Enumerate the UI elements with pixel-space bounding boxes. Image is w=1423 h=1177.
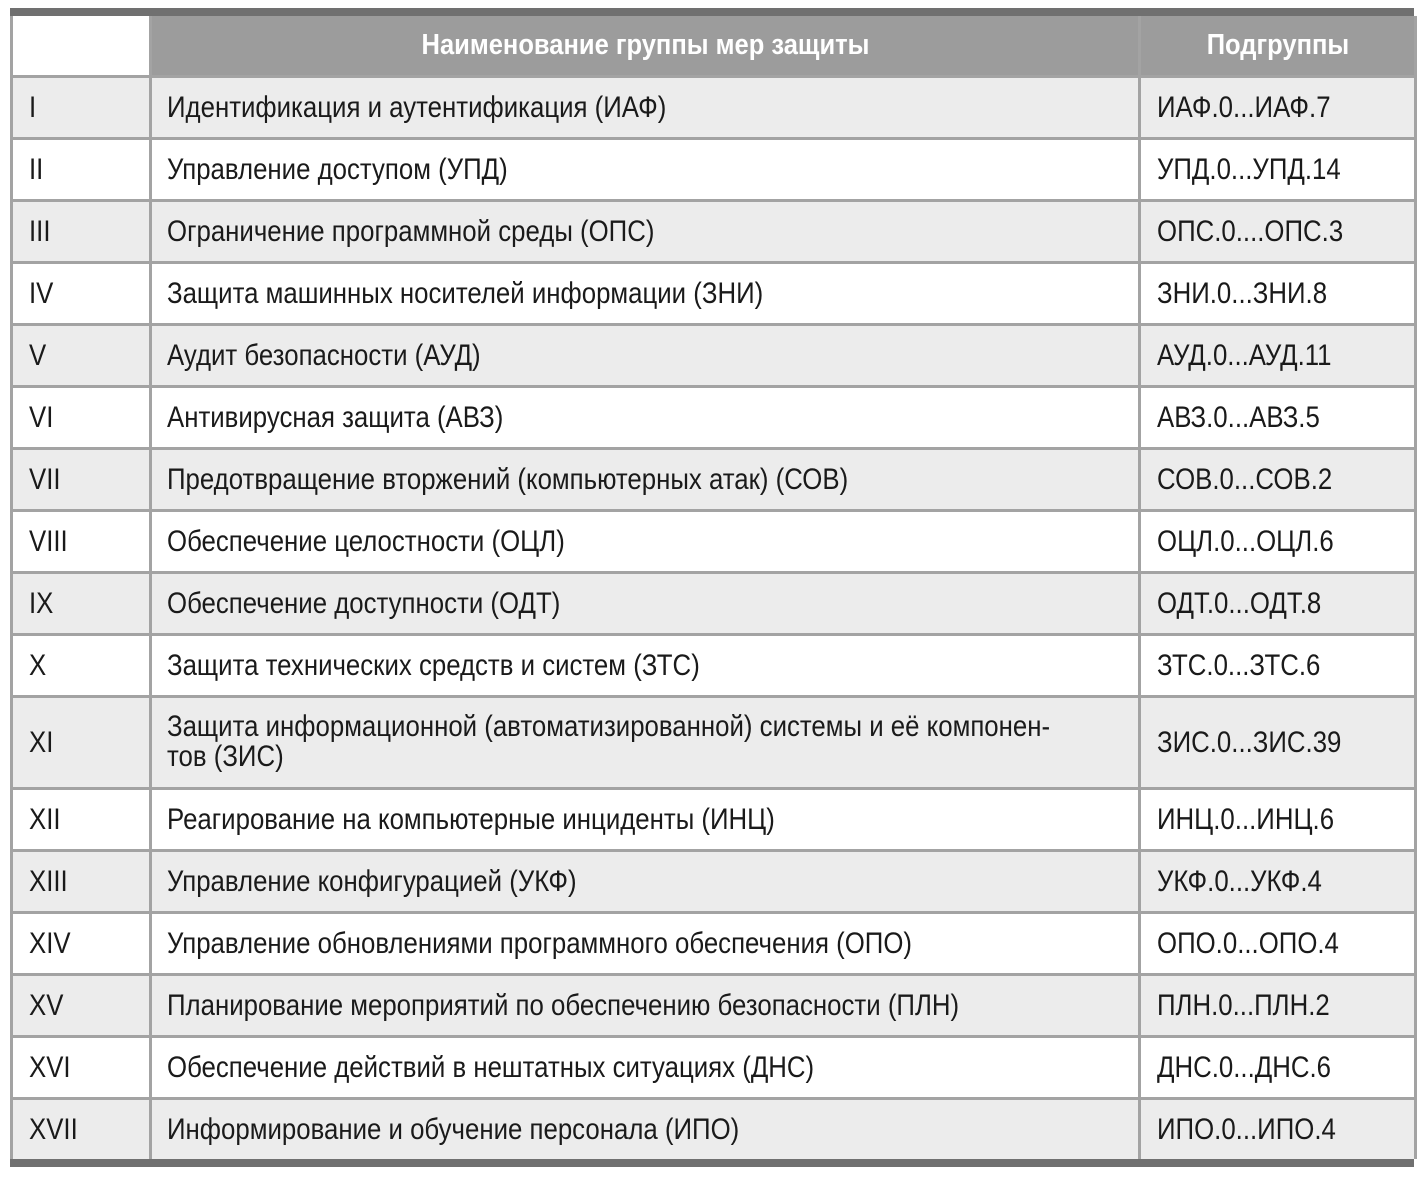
row-subgroups-cell: [1140, 325, 1416, 387]
row-subgroups: СОВ.0...СОВ.2: [1157, 462, 1333, 496]
row-subgroups-cell: [1140, 635, 1416, 697]
row-subgroups-cell: [1140, 139, 1416, 201]
header-subgroups-label: Подгруппы: [1206, 29, 1349, 61]
row-number-cell: [12, 913, 151, 975]
row-number-cell: [12, 573, 151, 635]
row-subgroups: ОПС.0....ОПС.3: [1157, 214, 1344, 248]
row-name: Защита машинных носителей информации (ЗНИ): [167, 276, 764, 310]
row-subgroups-cell: [1140, 387, 1416, 449]
row-number: X: [29, 648, 47, 682]
row-name: Обеспечение доступности (ОДТ): [167, 586, 561, 620]
header-index-cell: [12, 16, 151, 77]
table-header-row: [12, 16, 1416, 77]
row-number-cell: [12, 789, 151, 851]
row-name: Управление доступом (УПД): [167, 152, 508, 186]
table-top-rule: [10, 8, 1414, 16]
row-subgroups: ИПО.0...ИПО.4: [1157, 1112, 1336, 1146]
table-row: [12, 325, 1416, 387]
row-name-cell: [151, 201, 1140, 263]
table-row: [12, 201, 1416, 263]
row-name: Предотвращение вторжений (компьютерных атак) (СОВ): [167, 462, 849, 496]
row-number-cell: [12, 263, 151, 325]
row-name-cell: [151, 511, 1140, 573]
row-subgroups-cell: [1140, 1099, 1416, 1160]
table-row: [12, 975, 1416, 1037]
row-subgroups: ОДТ.0...ОДТ.8: [1157, 586, 1322, 620]
row-subgroups: ЗИС.0...ЗИС.39: [1157, 725, 1342, 759]
row-name: [167, 709, 1051, 773]
row-number-cell: [12, 77, 151, 139]
table-row: [12, 449, 1416, 511]
row-subgroups-cell: [1140, 511, 1416, 573]
row-subgroups-cell: [1140, 573, 1416, 635]
header-subgroups-cell: [1140, 16, 1416, 77]
row-name-line-2: тов (ЗИС): [167, 739, 284, 773]
row-number: II: [29, 152, 44, 186]
row-name: Защита технических средств и систем (ЗТС): [167, 648, 700, 682]
row-name: Реагирование на компьютерные инциденты (ИНЦ): [167, 802, 775, 836]
row-number: VIII: [29, 524, 68, 558]
row-name-cell: [151, 325, 1140, 387]
row-name: Идентификация и аутентификация (ИАФ): [167, 90, 667, 124]
row-subgroups: УКФ.0...УКФ.4: [1157, 864, 1322, 898]
row-number: III: [29, 214, 51, 248]
measures-table-grid: [10, 16, 1417, 1159]
row-name: Планирование мероприятий по обеспечению безопасности (ПЛН): [167, 988, 960, 1022]
table-row: [12, 635, 1416, 697]
row-number: XIII: [29, 864, 68, 898]
row-name: Антивирусная защита (АВЗ): [167, 400, 504, 434]
row-name-cell: [151, 635, 1140, 697]
row-name-cell: [151, 789, 1140, 851]
row-name-cell: [151, 975, 1140, 1037]
row-name-cell: [151, 139, 1140, 201]
row-name-cell: [151, 263, 1140, 325]
row-subgroups-cell: [1140, 913, 1416, 975]
row-number-cell: [12, 387, 151, 449]
row-subgroups-cell: [1140, 449, 1416, 511]
row-number-cell: [12, 851, 151, 913]
row-number: XVII: [29, 1112, 78, 1146]
row-subgroups: ИНЦ.0...ИНЦ.6: [1157, 802, 1335, 836]
row-subgroups-cell: [1140, 789, 1416, 851]
row-number: XV: [29, 988, 64, 1022]
row-name: Обеспечение целостности (ОЦЛ): [167, 524, 565, 558]
row-name: Обеспечение действий в нештатных ситуациях (ДНС): [167, 1050, 815, 1084]
table-row: [12, 139, 1416, 201]
row-number-cell: [12, 1037, 151, 1099]
row-subgroups-cell: [1140, 697, 1416, 789]
row-subgroups-cell: [1140, 201, 1416, 263]
row-subgroups-cell: [1140, 1037, 1416, 1099]
table-row: [12, 789, 1416, 851]
row-name-cell: [151, 697, 1140, 789]
row-number-cell: [12, 201, 151, 263]
row-subgroups: ПЛН.0...ПЛН.2: [1157, 988, 1330, 1022]
row-name-cell: [151, 449, 1140, 511]
row-number-cell: [12, 139, 151, 201]
row-number-cell: [12, 325, 151, 387]
row-subgroups-cell: [1140, 77, 1416, 139]
table-row: [12, 77, 1416, 139]
header-name-label: Наименование группы мер защиты: [421, 29, 869, 61]
row-number: VII: [29, 462, 61, 496]
row-subgroups: УПД.0...УПД.14: [1157, 152, 1341, 186]
row-number-cell: [12, 635, 151, 697]
row-name-cell: [151, 387, 1140, 449]
row-number: IX: [29, 586, 54, 620]
row-subgroups: АУД.0...АУД.11: [1157, 338, 1332, 372]
row-number: V: [29, 338, 47, 372]
row-number: XIV: [29, 926, 71, 960]
row-number: VI: [29, 400, 54, 434]
row-number-cell: [12, 975, 151, 1037]
table-row: [12, 697, 1416, 789]
table-row: [12, 573, 1416, 635]
row-number: XVI: [29, 1050, 71, 1084]
row-name-cell: [151, 1037, 1140, 1099]
row-number-cell: [12, 1099, 151, 1160]
row-subgroups: АВЗ.0...АВЗ.5: [1157, 400, 1320, 434]
row-name-cell: [151, 913, 1140, 975]
row-number-cell: [12, 511, 151, 573]
table-row: [12, 851, 1416, 913]
row-number-cell: [12, 449, 151, 511]
row-name: Информирование и обучение персонала (ИПО): [167, 1112, 740, 1146]
row-name: Ограничение программной среды (ОПС): [167, 214, 655, 248]
row-number: XI: [29, 725, 54, 759]
row-name: Аудит безопасности (АУД): [167, 338, 481, 372]
row-subgroups: ДНС.0...ДНС.6: [1157, 1050, 1332, 1084]
row-name: Управление конфигурацией (УКФ): [167, 864, 577, 898]
row-name-cell: [151, 573, 1140, 635]
row-subgroups: ЗТС.0...ЗТС.6: [1157, 648, 1321, 682]
row-name: Управление обновлениями программного обеспечения (ОПО): [167, 926, 912, 960]
table-row: [12, 511, 1416, 573]
table-row: [12, 387, 1416, 449]
table-row: [12, 913, 1416, 975]
row-subgroups: ОЦЛ.0...ОЦЛ.6: [1157, 524, 1334, 558]
table-row: [12, 263, 1416, 325]
row-number: IV: [29, 276, 54, 310]
row-name-cell: [151, 77, 1140, 139]
row-subgroups: ОПО.0...ОПО.4: [1157, 926, 1339, 960]
row-subgroups: ЗНИ.0...ЗНИ.8: [1157, 276, 1328, 310]
row-name-cell: [151, 851, 1140, 913]
table-row: [12, 1099, 1416, 1160]
table-bottom-rule: [10, 1159, 1414, 1167]
row-number: XII: [29, 802, 61, 836]
table-row: [12, 1037, 1416, 1099]
row-subgroups-cell: [1140, 263, 1416, 325]
row-subgroups: ИАФ.0...ИАФ.7: [1157, 90, 1331, 124]
row-subgroups-cell: [1140, 851, 1416, 913]
row-subgroups-cell: [1140, 975, 1416, 1037]
row-number-cell: [12, 697, 151, 789]
row-name-cell: [151, 1099, 1140, 1160]
row-name-line-1: Защита информационной (автоматизированной) системы и её компонен-: [167, 709, 1051, 743]
row-number: I: [29, 90, 37, 124]
header-name-cell: [151, 16, 1140, 77]
security-measures-table: [10, 8, 1414, 1167]
